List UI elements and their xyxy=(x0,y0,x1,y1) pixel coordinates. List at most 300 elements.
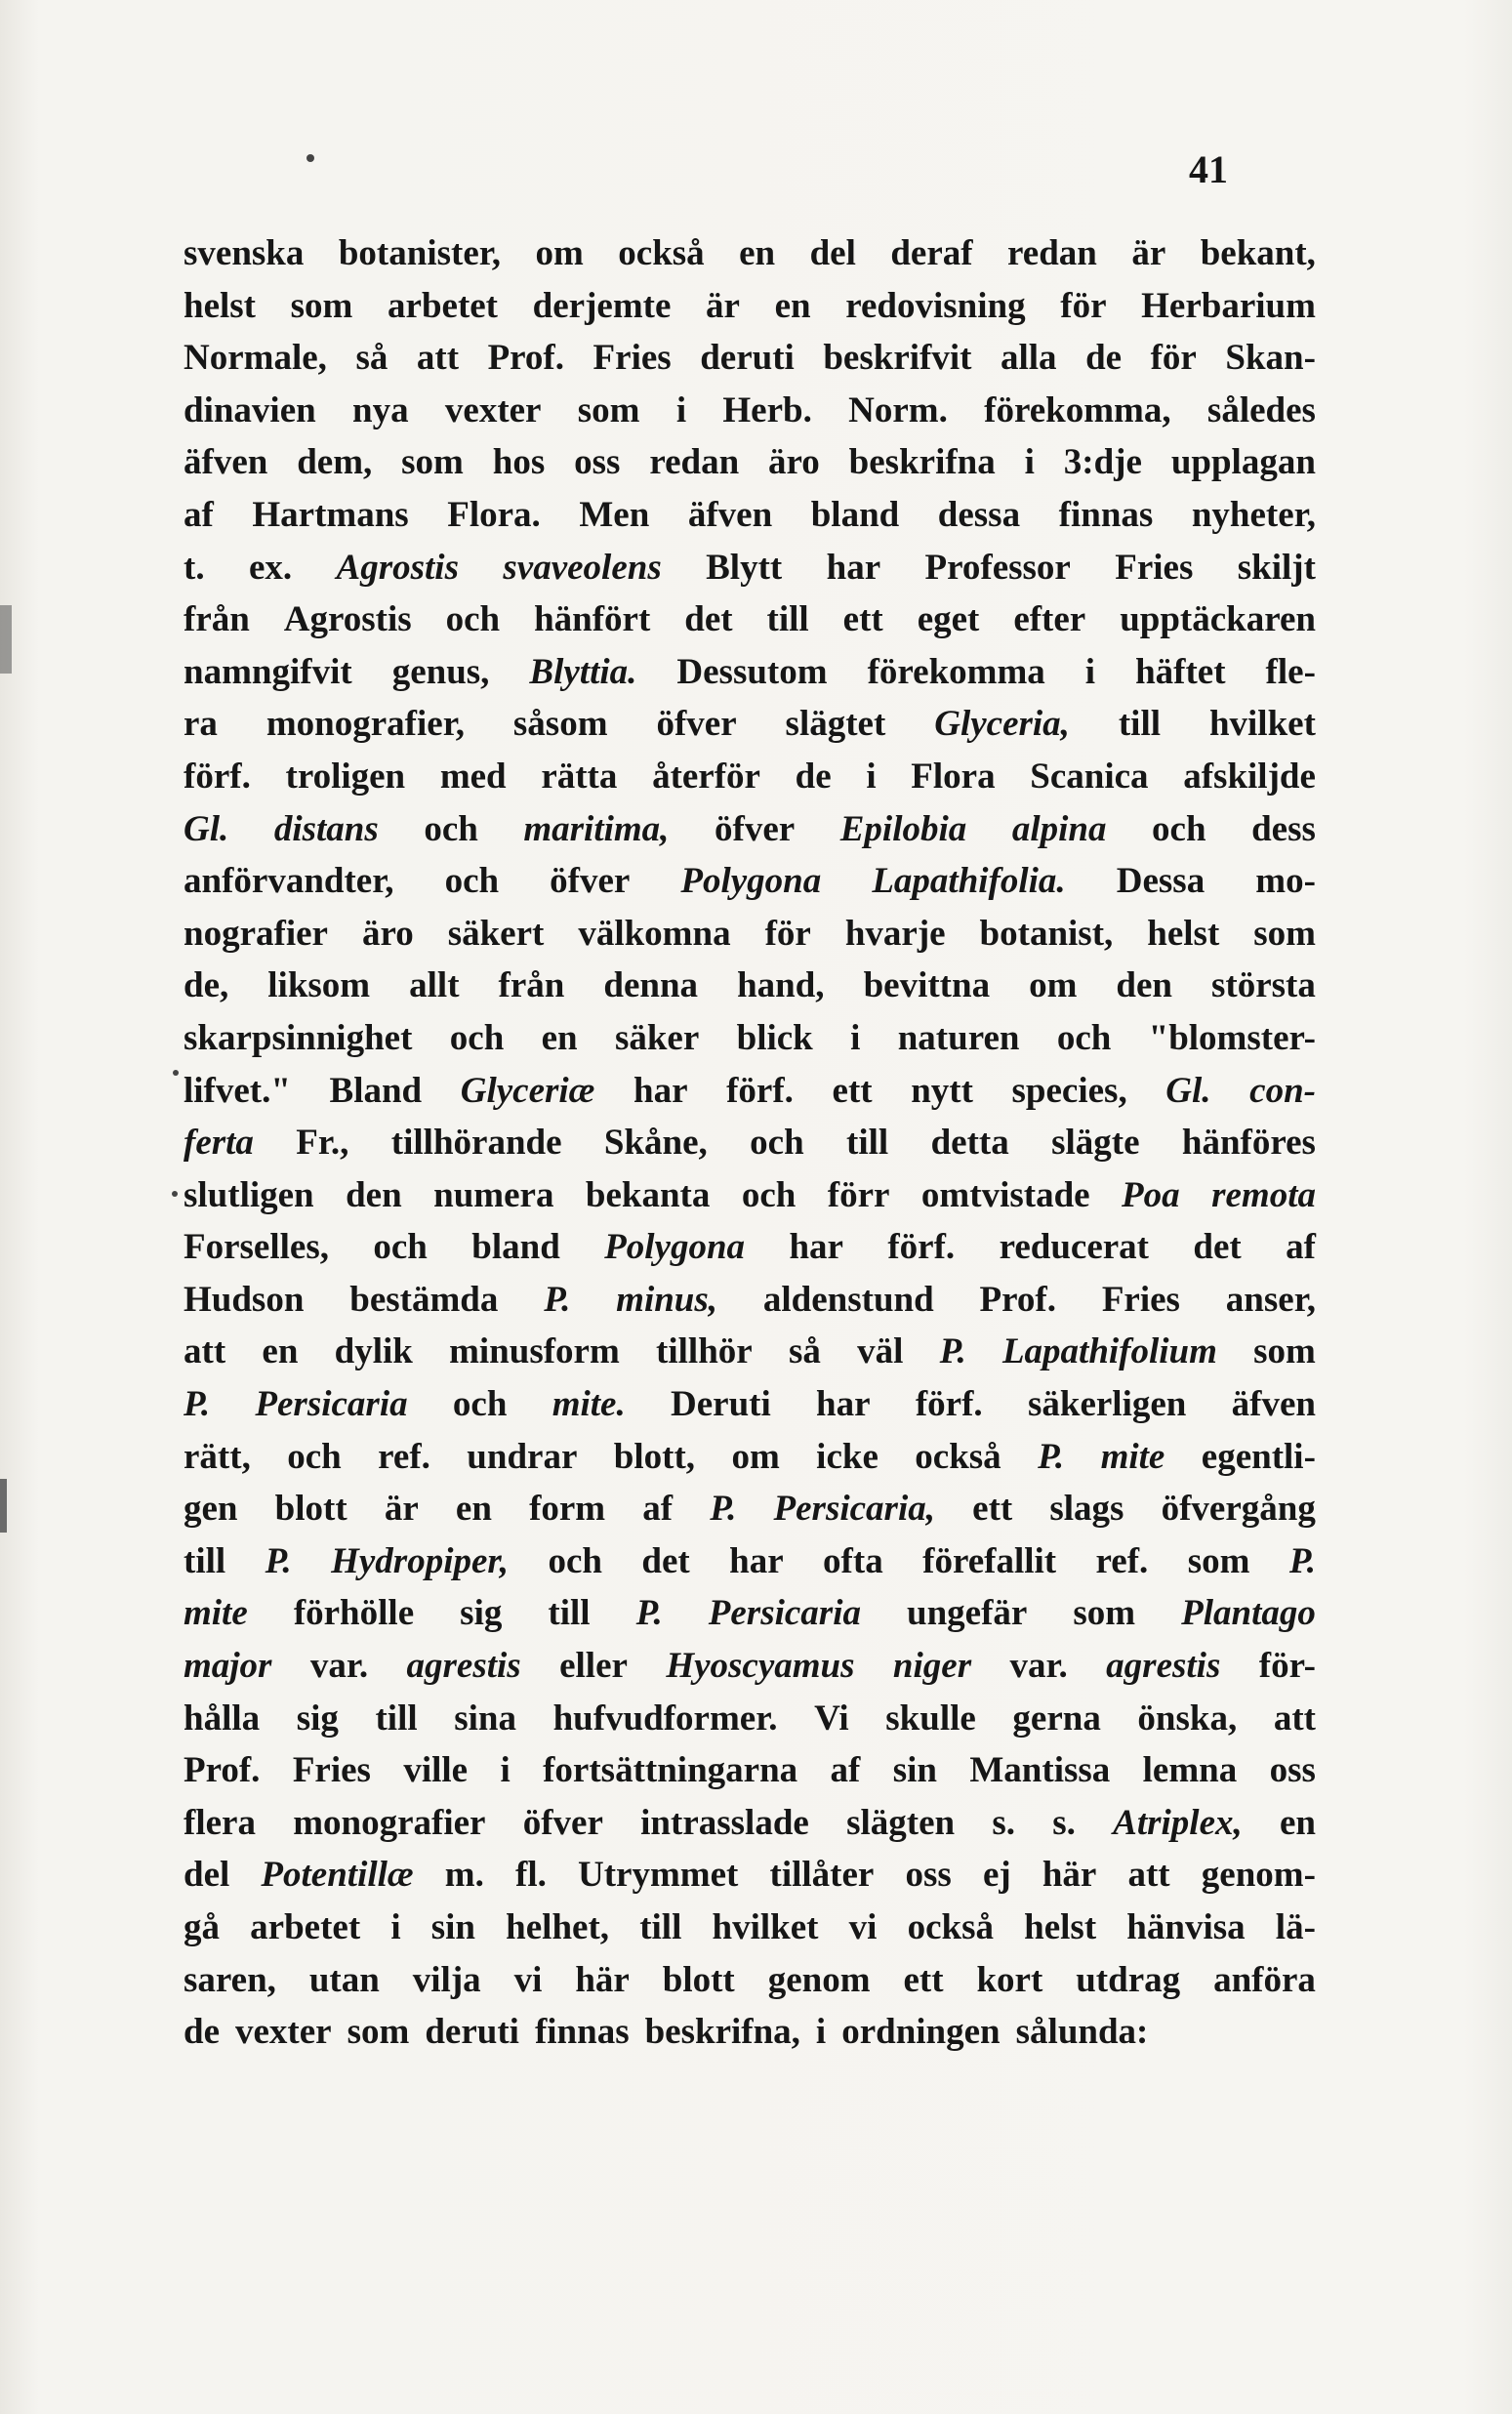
word: förf. xyxy=(915,1384,983,1425)
word: som xyxy=(1253,1331,1316,1372)
italic-word: P. xyxy=(710,1489,737,1530)
word: redan xyxy=(649,442,740,483)
word: ofta xyxy=(823,1540,883,1581)
word: anser, xyxy=(1225,1279,1316,1320)
word: slägte xyxy=(1051,1123,1140,1164)
word: Fries xyxy=(593,338,672,379)
text-line xyxy=(184,913,1316,965)
word: och xyxy=(452,1384,508,1425)
word: form xyxy=(529,1489,606,1530)
word: väl xyxy=(857,1331,904,1372)
word: Deruti xyxy=(671,1384,771,1425)
italic-word: mite. xyxy=(552,1384,626,1425)
word: Herb. xyxy=(722,389,812,430)
word: äfven xyxy=(184,442,268,483)
word: nyheter, xyxy=(1191,494,1316,535)
word: intrasslade xyxy=(640,1802,809,1843)
word: sina xyxy=(454,1698,516,1739)
text-line xyxy=(184,389,1316,442)
word: botanist, xyxy=(979,913,1114,954)
word: utdrag xyxy=(1076,1959,1181,2000)
word: aldenstund xyxy=(762,1279,934,1320)
text-line xyxy=(184,1645,1316,1698)
word: också xyxy=(907,1907,994,1947)
word: den xyxy=(346,1174,402,1215)
italic-word: Polygona xyxy=(680,861,822,902)
word: om xyxy=(1029,965,1078,1006)
text-line xyxy=(184,1854,1316,1906)
speck-mark xyxy=(306,154,314,162)
italic-word: Lapathifolia. xyxy=(872,861,1066,902)
word: efter xyxy=(1013,599,1086,640)
word: och xyxy=(444,861,500,902)
word: bestämda xyxy=(349,1279,499,1320)
word: i xyxy=(1084,651,1096,692)
word: rätta xyxy=(541,756,618,797)
word: hos xyxy=(492,442,546,483)
word: såsom xyxy=(512,704,608,745)
word: icke xyxy=(816,1436,879,1477)
word: är xyxy=(706,285,740,326)
word: har xyxy=(826,547,881,588)
word: den xyxy=(1116,965,1172,1006)
word: lifvet." xyxy=(184,1070,291,1111)
word: äfven xyxy=(687,494,773,535)
word: t. xyxy=(184,547,205,588)
word: och xyxy=(373,1227,428,1268)
italic-word: distans xyxy=(273,808,379,849)
word: med xyxy=(439,756,507,797)
word: numera xyxy=(433,1174,554,1215)
italic-word: P. xyxy=(544,1279,571,1320)
italic-word: P. xyxy=(1288,1540,1316,1581)
word: och xyxy=(750,1123,804,1164)
word: alla xyxy=(1000,338,1057,379)
word: största xyxy=(1211,965,1316,1006)
word: redovisning xyxy=(845,285,1026,326)
word: bland xyxy=(471,1227,560,1268)
word: ra xyxy=(184,704,218,745)
text-line xyxy=(184,703,1316,756)
italic-word: Persicaria xyxy=(708,1593,861,1634)
word: Normale, xyxy=(184,338,327,379)
word: s. xyxy=(1052,1802,1076,1843)
italic-word: Gl. xyxy=(1165,1070,1211,1111)
body-text xyxy=(184,232,1316,2064)
word: är xyxy=(384,1489,419,1530)
word: för xyxy=(764,913,811,954)
italic-word: niger xyxy=(892,1646,972,1687)
word: och xyxy=(287,1436,342,1477)
word: nya xyxy=(352,389,409,430)
word: af xyxy=(1286,1227,1316,1268)
italic-word: P. xyxy=(184,1384,211,1425)
word: ref. xyxy=(1095,1540,1149,1581)
text-line xyxy=(184,1070,1316,1123)
speck-mark xyxy=(173,1070,179,1076)
word: eget xyxy=(917,599,980,640)
word: har xyxy=(729,1540,784,1581)
word: hålla xyxy=(184,1698,261,1739)
text-line xyxy=(184,860,1316,913)
word: Professor xyxy=(924,547,1071,588)
word: Hudson xyxy=(184,1279,305,1320)
word: vi xyxy=(848,1907,878,1947)
word: Forselles, xyxy=(184,1227,329,1268)
word: skiljt xyxy=(1237,547,1316,588)
text-line xyxy=(184,598,1316,651)
text-line xyxy=(184,1906,1316,1959)
italic-word: Atriplex, xyxy=(1113,1802,1243,1843)
page-edge-mark xyxy=(0,605,12,674)
word: har xyxy=(789,1227,843,1268)
word: liksom xyxy=(267,965,371,1006)
page-number: 41 xyxy=(1189,147,1228,191)
word: en xyxy=(262,1331,299,1372)
text-line xyxy=(184,1802,1316,1855)
word: öfver xyxy=(656,704,737,745)
word: utan xyxy=(308,1959,380,2000)
word: helst xyxy=(1147,913,1220,954)
word: m. xyxy=(444,1855,484,1896)
word: och xyxy=(445,599,501,640)
word: slägtet xyxy=(785,704,886,745)
word: att xyxy=(1127,1855,1170,1896)
word: vi xyxy=(513,1959,543,2000)
italic-word: P. xyxy=(265,1540,292,1581)
word: del xyxy=(809,233,856,273)
word: dem, xyxy=(297,442,373,483)
word: så xyxy=(788,1331,821,1372)
word: ett xyxy=(972,1489,1013,1530)
word: hvilket xyxy=(712,1907,819,1947)
text-line xyxy=(184,285,1316,338)
word: i xyxy=(500,1750,511,1791)
word: hvarje xyxy=(844,913,946,954)
word: ex. xyxy=(248,547,293,588)
word: Blytt xyxy=(706,547,783,588)
word: oss xyxy=(905,1855,952,1896)
word: gen xyxy=(184,1489,238,1530)
word: sig xyxy=(296,1698,339,1739)
word: för xyxy=(1060,285,1107,326)
word: Utrymmet xyxy=(578,1855,739,1896)
word: deruti xyxy=(425,2012,519,2053)
word: ordningen xyxy=(841,2012,1001,2053)
word: skarpsinnighet xyxy=(184,1017,413,1058)
word: äfven xyxy=(1231,1384,1316,1425)
word: som xyxy=(1187,1540,1250,1581)
word: anförvandter, xyxy=(184,861,394,902)
word: förf. xyxy=(726,1070,794,1111)
word: från xyxy=(498,965,565,1006)
word: sin xyxy=(892,1750,937,1791)
word: om xyxy=(535,233,584,273)
word: ville xyxy=(403,1750,469,1791)
word: i xyxy=(866,756,877,797)
text-line xyxy=(184,2011,1316,2064)
word: tillhörande xyxy=(390,1123,562,1164)
word: derjemte xyxy=(532,285,672,326)
word: i xyxy=(850,1017,861,1058)
word: äro xyxy=(768,442,820,483)
word: således xyxy=(1206,389,1316,430)
text-line xyxy=(184,441,1316,494)
word: undrar xyxy=(467,1436,578,1477)
word: species, xyxy=(1011,1070,1127,1111)
word: är xyxy=(1131,233,1166,273)
word: gå xyxy=(184,1907,220,1947)
word: Herbarium xyxy=(1141,285,1316,326)
italic-word: Epilobia xyxy=(839,808,967,849)
word: naturen xyxy=(897,1017,1020,1058)
word: var. xyxy=(309,1646,369,1687)
word: lemna xyxy=(1142,1750,1238,1791)
word: bland xyxy=(810,494,900,535)
word: att xyxy=(184,1331,226,1372)
word: och xyxy=(424,808,478,849)
text-line xyxy=(184,1226,1316,1279)
word: så xyxy=(355,338,388,379)
word: af xyxy=(830,1750,861,1791)
word: som xyxy=(1253,913,1316,954)
word: till xyxy=(846,1123,889,1164)
word: hvilket xyxy=(1208,704,1316,745)
italic-word: svaveolens xyxy=(503,547,662,588)
word: kort xyxy=(976,1959,1043,2000)
word: öfver xyxy=(715,808,796,849)
word: säkert xyxy=(447,913,545,954)
word: beskrifna xyxy=(848,442,996,483)
italic-word: mite xyxy=(1100,1436,1165,1477)
word: 3:dje xyxy=(1063,442,1142,483)
word: ungefär xyxy=(907,1593,1028,1634)
italic-word: P. xyxy=(635,1593,663,1634)
word: Fries xyxy=(1101,1279,1180,1320)
word: s. xyxy=(992,1802,1015,1843)
text-line xyxy=(184,1540,1316,1593)
word: Fr., xyxy=(296,1123,349,1164)
italic-word: P. xyxy=(939,1331,966,1372)
word: har xyxy=(816,1384,871,1425)
word: fle- xyxy=(1265,651,1316,692)
italic-word: Glyceria, xyxy=(934,704,1070,745)
word: Fries xyxy=(292,1750,371,1791)
italic-word: con- xyxy=(1249,1070,1316,1111)
word: del xyxy=(184,1855,230,1896)
word: redan xyxy=(1007,233,1097,273)
word: en xyxy=(1280,1802,1316,1843)
word: välkomna xyxy=(578,913,731,954)
text-line xyxy=(184,232,1316,285)
word: äro xyxy=(361,913,414,954)
word: af xyxy=(642,1489,674,1530)
word: en xyxy=(739,233,776,273)
word: om xyxy=(731,1436,780,1477)
italic-word: maritima, xyxy=(523,808,670,849)
word: i xyxy=(675,389,687,430)
word: har xyxy=(633,1070,688,1111)
italic-word: Persicaria xyxy=(255,1384,408,1425)
word: och xyxy=(449,1017,505,1058)
word: dessa xyxy=(937,494,1021,535)
text-line xyxy=(184,1488,1316,1540)
text-line xyxy=(184,651,1316,704)
word: saren, xyxy=(184,1959,276,2000)
word: Fries xyxy=(1115,547,1194,588)
word: häftet xyxy=(1135,651,1226,692)
word: bekanta xyxy=(585,1174,711,1215)
word: fl. xyxy=(515,1855,547,1896)
word: vexter xyxy=(444,389,542,430)
word: finnas xyxy=(534,2012,630,2053)
italic-word: Blyttia. xyxy=(529,651,637,692)
word: förekomma, xyxy=(984,389,1171,430)
word: som xyxy=(290,285,353,326)
word: dylik xyxy=(334,1331,413,1372)
text-line xyxy=(184,1174,1316,1227)
word: afskiljde xyxy=(1183,756,1316,797)
word: finnas xyxy=(1058,494,1154,535)
word: Agrostis xyxy=(283,599,412,640)
text-line xyxy=(184,494,1316,547)
italic-word: Gl. xyxy=(184,808,229,849)
word: till xyxy=(375,1698,418,1739)
word: denna xyxy=(603,965,699,1006)
word: säker xyxy=(614,1017,700,1058)
word: Skåne, xyxy=(603,1123,708,1164)
word: till xyxy=(639,1907,682,1947)
word: blott xyxy=(274,1489,347,1530)
word: förhölle xyxy=(293,1593,415,1634)
word: deruti xyxy=(700,338,795,379)
italic-word: major xyxy=(184,1646,272,1687)
word: hänfört xyxy=(534,599,651,640)
word: slägten xyxy=(846,1802,956,1843)
word: hufvudformer. xyxy=(552,1698,778,1739)
italic-word: mite xyxy=(184,1593,248,1634)
word: detta xyxy=(930,1123,1009,1164)
word: ej xyxy=(982,1855,1011,1896)
word: öfver xyxy=(550,861,631,902)
word: genus, xyxy=(391,651,490,692)
word: flera xyxy=(184,1802,256,1843)
word: Vi xyxy=(814,1698,849,1739)
word: som xyxy=(1073,1593,1136,1634)
word: att xyxy=(1273,1698,1316,1739)
word: till xyxy=(184,1540,226,1581)
word: eller xyxy=(559,1646,628,1687)
word: blott, xyxy=(613,1436,696,1477)
word: Bland xyxy=(329,1070,423,1111)
word: förr xyxy=(827,1174,890,1215)
word: Dessa xyxy=(1116,861,1206,902)
word: oss xyxy=(574,442,621,483)
word: som xyxy=(401,442,464,483)
word: beskrifna, xyxy=(644,2012,800,2053)
text-line xyxy=(184,808,1316,861)
italic-word: Persicaria, xyxy=(773,1489,935,1530)
word: att xyxy=(416,338,460,379)
word: de xyxy=(795,756,832,797)
italic-word: Agrostis xyxy=(336,547,459,588)
word: till xyxy=(1118,704,1162,745)
word: dess xyxy=(1251,808,1316,849)
word: de xyxy=(184,2012,220,2053)
word: det xyxy=(1193,1227,1242,1268)
word: ett xyxy=(832,1070,873,1111)
italic-word: Lapathifolium xyxy=(1001,1331,1217,1372)
text-line xyxy=(184,1592,1316,1645)
word: en xyxy=(455,1489,492,1530)
word: det xyxy=(684,599,733,640)
word: öfvergång xyxy=(1161,1489,1316,1530)
word: beskrifvit xyxy=(823,338,972,379)
word: Scanica xyxy=(1030,756,1149,797)
word: slags xyxy=(1049,1489,1124,1530)
page-edge-mark xyxy=(0,1479,7,1533)
text-line xyxy=(184,337,1316,389)
word: tillåter xyxy=(769,1855,875,1896)
word: Flora xyxy=(911,756,996,797)
word: blott xyxy=(662,1959,735,2000)
word: i xyxy=(390,1907,401,1947)
text-line xyxy=(184,1383,1316,1436)
word: allt xyxy=(409,965,460,1006)
word: ref. xyxy=(378,1436,430,1477)
word: tillhör xyxy=(656,1331,753,1372)
word: ett xyxy=(842,599,883,640)
word: sålunda: xyxy=(1015,2012,1149,2053)
word: upptäckaren xyxy=(1120,599,1316,640)
word: minusform xyxy=(449,1331,620,1372)
word: arbetet xyxy=(250,1907,361,1947)
italic-word: Plantago xyxy=(1181,1593,1316,1634)
text-line xyxy=(184,1017,1316,1070)
word: var. xyxy=(1009,1646,1068,1687)
word: och xyxy=(1152,808,1206,849)
word: Prof. xyxy=(979,1279,1056,1320)
word: blick xyxy=(736,1017,813,1058)
word: och xyxy=(741,1174,797,1215)
word: dinavien xyxy=(184,389,316,430)
word: deraf xyxy=(890,233,973,273)
word: sin xyxy=(430,1907,476,1947)
text-line xyxy=(184,1959,1316,2012)
italic-word: agrestis xyxy=(406,1646,521,1687)
word: vexter xyxy=(235,2012,332,2053)
word: nytt xyxy=(911,1070,973,1111)
italic-word: Polygona xyxy=(604,1227,746,1268)
word: helst xyxy=(184,285,256,326)
word: Mantissa xyxy=(969,1750,1111,1791)
word: Prof. xyxy=(487,338,565,379)
text-line xyxy=(184,547,1316,599)
text-line xyxy=(184,1698,1316,1750)
word: också xyxy=(915,1436,1001,1477)
word: mo- xyxy=(1255,861,1316,902)
word: sig xyxy=(460,1593,503,1634)
text-line xyxy=(184,1749,1316,1802)
word: för- xyxy=(1258,1646,1316,1687)
word: och xyxy=(548,1540,602,1581)
word: genom xyxy=(767,1959,871,2000)
word: de, xyxy=(184,965,229,1006)
word: de xyxy=(1085,338,1123,379)
word: oss xyxy=(1269,1750,1316,1791)
text-line xyxy=(184,1279,1316,1331)
text-line xyxy=(184,1122,1316,1174)
